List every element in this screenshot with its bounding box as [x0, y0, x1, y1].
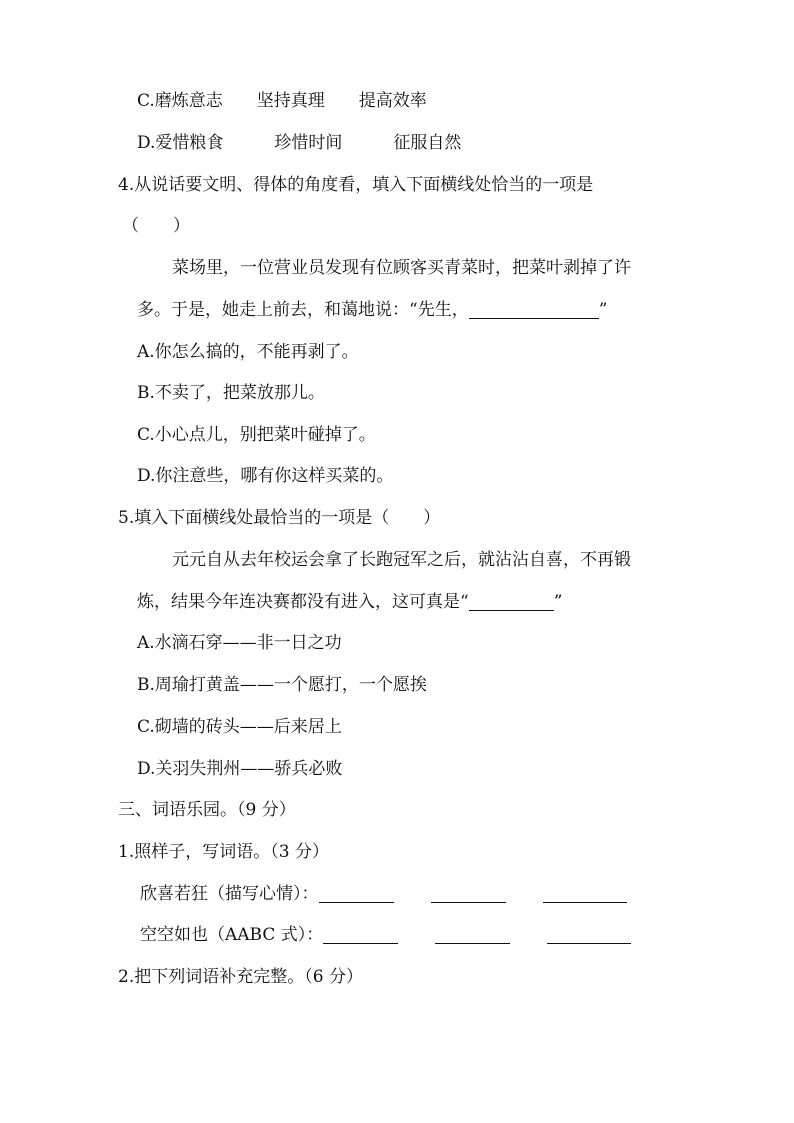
q4-passage-line1: 菜场里，一位营业员发现有位顾客买青菜时，把菜叶剥掉了许 [172, 258, 631, 278]
q5-closing-quote: ” [553, 592, 563, 612]
q4-option-c: C.小心点儿，别把菜叶碰掉了。 [137, 425, 376, 445]
section3-heading: 三、词语乐园。（9 分） [118, 800, 296, 820]
q5-fill-blank[interactable] [469, 610, 554, 611]
q5-option-d: D.关羽失荆州——骄兵必败 [137, 759, 343, 779]
q1-row2-blank-1[interactable] [323, 943, 398, 944]
q5-stem: 5.填入下面横线处最恰当的一项是（ ） [118, 508, 441, 528]
q4-option-b: B.不卖了，把菜放那儿。 [137, 383, 325, 403]
q5-passage-line2-text: 炼，结果今年连决赛都没有进入，这可真是“ [137, 592, 469, 612]
q5-passage-line1: 元元自从去年校运会拿了长跑冠军之后，就沾沾自喜，不再锻 [172, 550, 631, 570]
q4-answer-paren: （ ） [122, 216, 190, 236]
section3-q1-row2 [140, 923, 631, 947]
q4-passage-line2-text: 多。于是，她走上前去，和蔼地说：“先生， [137, 300, 469, 320]
q1-row1-label: 欣喜若狂（描写心情）： [140, 884, 319, 904]
q4-option-d: D.你注意些，哪有你这样买菜的。 [137, 466, 394, 486]
q1-row2-label: 空空如也（AABC 式）： [140, 925, 324, 945]
section3-q1-stem: 1.照样子，写词语。（3 分） [118, 842, 329, 862]
section3-q2-stem: 2.把下列词语补充完整。（6 分） [118, 967, 363, 987]
q4-stem: 4.从说话要文明、得体的角度看，填入下面横线处恰当的一项是 [118, 175, 594, 195]
section3-q1-row1 [140, 882, 627, 906]
q1-row2-blank-2[interactable] [435, 943, 510, 944]
q3-option-d: D.爱惜粮食 珍惜时间 征服自然 [137, 133, 462, 153]
q1-row1-blank-2[interactable] [431, 902, 506, 903]
q1-row1-blank-1[interactable] [319, 902, 394, 903]
q4-fill-blank[interactable] [469, 318, 599, 319]
q5-option-c: C.砌墙的砖头——后来居上 [137, 717, 342, 737]
q5-passage-line2 [137, 590, 562, 614]
q1-row1-blank-3[interactable] [543, 902, 627, 903]
q3-option-c: C.磨炼意志 坚持真理 提高效率 [137, 91, 427, 111]
q1-row2-blank-3[interactable] [547, 943, 631, 944]
q5-option-b: B.周瑜打黄盖——一个愿打，一个愿挨 [137, 675, 427, 695]
q4-closing-quote: ” [598, 300, 608, 320]
q4-option-a: A.你怎么搞的，不能再剥了。 [137, 342, 359, 362]
q5-option-a: A.水滴石穿——非一日之功 [137, 633, 342, 653]
q4-passage-line2 [137, 298, 607, 322]
